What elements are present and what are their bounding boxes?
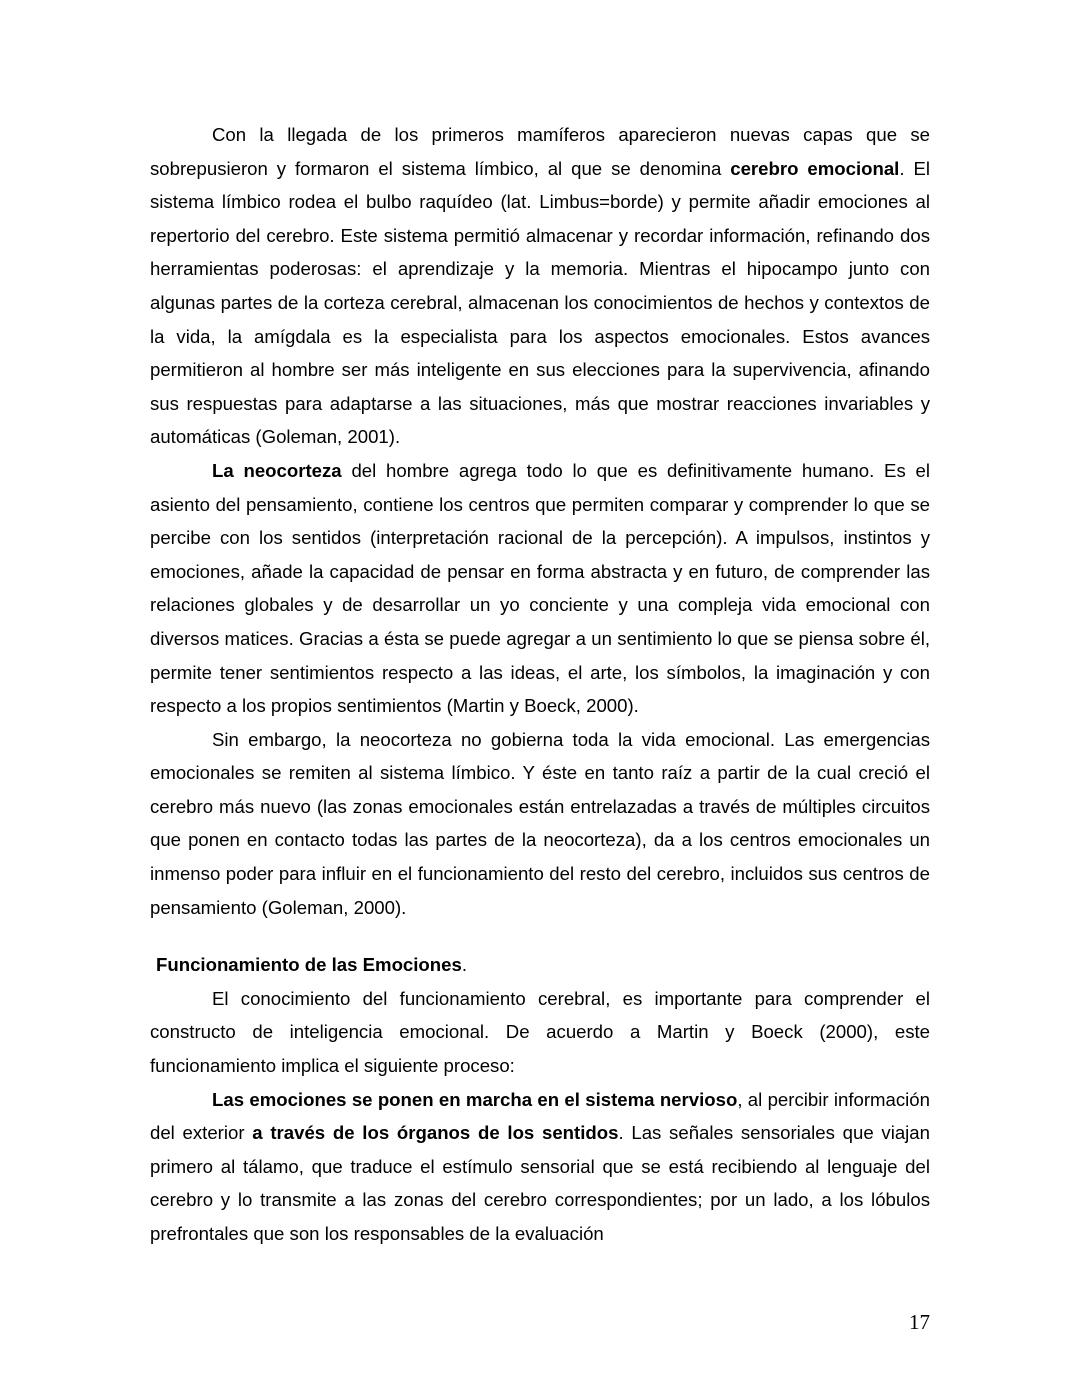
bold-term-cerebro-emocional: cerebro emocional <box>730 157 900 179</box>
paragraph-conocimiento-cerebral <box>150 982 930 1083</box>
paragraph-sin-embargo <box>150 723 930 925</box>
bold-term-emociones-sistema-nervioso: Las emociones se ponen en marcha en el sistema nervioso <box>212 1088 738 1110</box>
section-heading-punct: . <box>461 954 467 976</box>
section-heading <box>150 948 930 982</box>
page-number: 17 <box>909 1310 930 1334</box>
paragraph-neocorteza <box>150 454 930 723</box>
paragraph-emociones-sistema-nervioso <box>150 1083 930 1251</box>
text-segment: , al percibir información del exterior <box>150 1088 930 1144</box>
text-segment: del hombre agrega todo lo que es definitivamente humano. Es el asiento del pensamiento, contiene los centros que permiten comparar y comprender lo que se percibe con los sentidos (interpretación racional de la percepción). A impulsos, instintos y emociones, añade la capacidad de pensar en forma abstracta y en futuro, de comprender las relaciones globales y de desarrollar un yo conciente y una compleja vida emocional con diversos matices. Gracias a ésta se puede agregar a un sentimiento lo que se piensa sobre él, permite tener sentimientos respecto a las ideas, el arte, los símbolos, la imaginación y con respecto a los propios sentimientos (Martin y Boeck, 2000). <box>150 459 930 717</box>
text-segment: . Las señales sensoriales que viajan primero al tálamo, que traduce el estímulo sensorial que se está recibiendo al lenguaje del cerebro y lo transmite a las zonas del cerebro correspondientes; por un lado, a los lóbulos prefrontales que son los responsables de la evaluación <box>150 1122 930 1244</box>
document-body <box>150 118 930 1251</box>
bold-term-neocorteza: La neocorteza <box>212 459 342 481</box>
text-segment: Con la llegada de los primeros mamíferos aparecieron nuevas capas que se sobrepusieron y formaron el sistema límbico, al que se denomina <box>150 124 930 179</box>
text-segment: Sin embargo, la neocorteza no gobierna toda la vida emocional. Las emergencias emocionales se remiten al sistema límbico. Y éste en tanto raíz a partir de la cual creció el cerebro más nuevo (las zonas emocionales están entrelazadas a través de múltiples circuitos que ponen en contacto todas las partes de la neocorteza), da a los centros emocionales un inmenso poder para influir en el funcionamiento del resto del cerebro, incluidos sus centros de pensamiento (Goleman, 2000). <box>150 728 930 918</box>
section-heading-text: Funcionamiento de las Emociones <box>156 954 462 976</box>
paragraph-sistema-limbico <box>150 118 930 454</box>
text-segment: . El sistema límbico rodea el bulbo raquídeo (lat. Limbus=borde) y permite añadir emociones al repertorio del cerebro. Este sistema permitió almacenar y recordar información, refinando dos herramientas poderosas: el aprendizaje y la memoria. Mientras el hipocampo junto con algunas partes de la corteza cerebral, almacenan los conocimientos de hechos y contextos de la vida, la amígdala es la especialista para los aspectos emocionales. Estos avances permitieron al hombre ser más inteligente en sus elecciones para la supervivencia, afinando sus respuestas para adaptarse a las situaciones, más que mostrar reacciones invariables y automáticas (Goleman, 2001). <box>150 157 930 448</box>
bold-term-organos-sentidos: a través de los órganos de los sentidos <box>252 1122 619 1144</box>
text-segment: El conocimiento del funcionamiento cerebral, es importante para comprender el constructo de inteligencia emocional. De acuerdo a Martin y Boeck (2000), este funcionamiento implica el siguiente proceso: <box>150 987 930 1077</box>
